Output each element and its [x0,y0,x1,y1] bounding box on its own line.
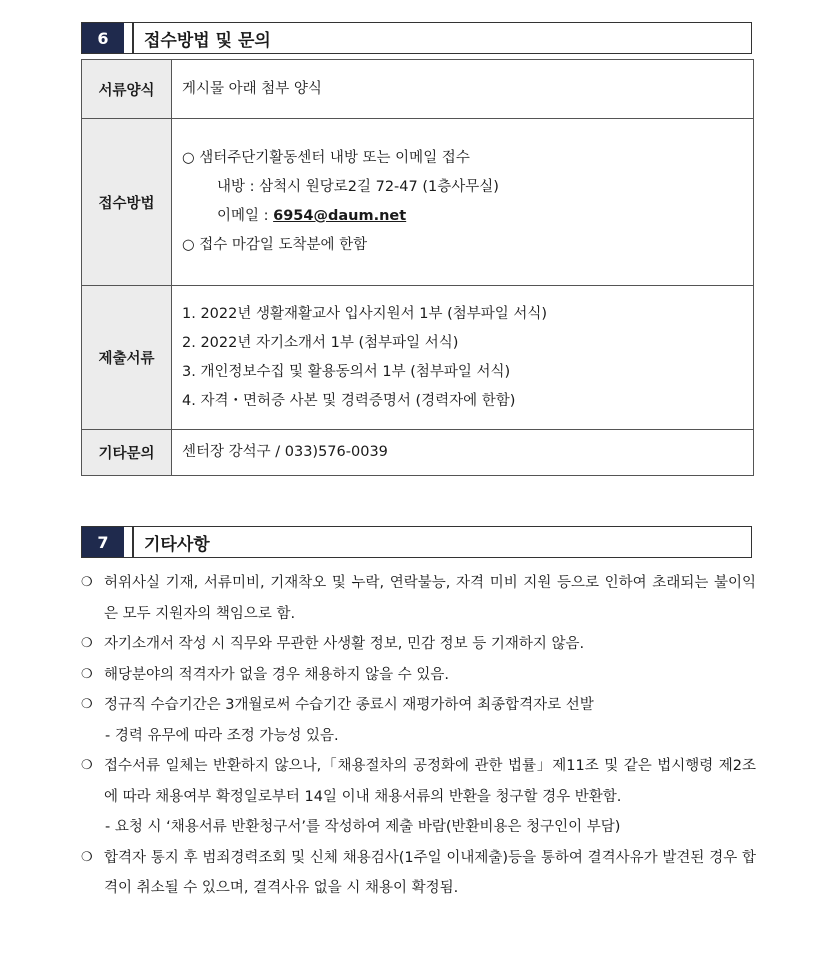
circle-bullet-icon: ❍ [81,849,93,865]
row-value: ○ 샘터주단기활동센터 내방 또는 이메일 접수 [182,150,470,166]
list-item: ❍ 합격자 통지 후 범죄경력조회 및 신체 채용검사(1주일 이내제출)등을 통하여 결격사유가 발견된 경우 합격이 취소될 수 있으며, 결격사유 없을 시 채용이 확정됨. [81,843,756,904]
row-value: 센터장 강석구 / 033)576-0039 [182,444,388,460]
list-item: ❍ 정규직 수습기간은 3개월로써 수습기간 종료시 재평가하여 최종합격자로 선발 [81,690,756,721]
circle-bullet-icon: ❍ [81,636,93,651]
table-row [82,119,754,286]
row-label: 서류양식 [82,60,172,119]
list-item: ❍ 자기소개서 작성 시 직무와 무관한 사생활 정보, 민감 정보 등 기재하지 않음. [81,629,756,660]
circle-bullet-icon: ❍ [81,575,93,590]
application-info-table [81,59,754,476]
section-number: 7 [82,527,124,557]
row-label: 기타문의 [82,430,172,476]
list-item: 2. 2022년 자기소개서 1부 (첨부파일 서식) [182,334,459,351]
list-item: ❍ 허위사실 기재, 서류미비, 기재착오 및 누락, 연락불능, 자격 미비 지원 등으로 인하여 초래되는 불이익은 모두 지원자의 책임으로 함. [81,568,756,629]
circle-bullet-icon: ❍ [81,758,93,773]
row-value: ○ 접수 마감일 도착분에 한함 [182,237,368,253]
row-value: 게시물 아래 첨부 양식 [182,80,322,97]
table-row [82,60,754,119]
email-label: 이메일 : [217,208,269,224]
list-item: 3. 개인정보수집 및 활용동의서 1부 (첨부파일 서식) [182,363,511,380]
sub-note: - 요청 시 ‘채용서류 반환청구서’를 작성하여 제출 바람(반환비용은 청구인이 부담) [105,819,621,835]
email-link[interactable]: 6954@daum.net [273,208,407,224]
circle-bullet-icon: ❍ [81,666,93,682]
notes-list [81,568,756,904]
list-item: ❍ 접수서류 일체는 반환하지 않으나,「채용절차의 공정화에 관한 법률」제11조 및 같은 법시행령 제2조에 따라 채용여부 확정일로부터 14일 이내 채용서류의 반환을 청구할 경우 반환함. [81,751,756,812]
section-6-header [81,22,752,54]
list-item: 1. 2022년 생활재활교사 입사지원서 1부 (첨부파일 서식) [182,305,548,322]
row-label: 접수방법 [82,119,172,286]
section-title: 접수방법 및 문의 [132,23,751,53]
section-title: 기타사항 [132,527,751,557]
table-row [82,430,754,476]
list-item: 4. 자격・면허증 사본 및 경력증명서 (경력자에 한함) [182,392,516,409]
list-item: ❍ 해당분야의 적격자가 없을 경우 채용하지 않을 수 있음. [81,660,756,691]
email-line [182,202,752,231]
section-7-header [81,526,752,558]
section-number: 6 [82,23,124,53]
table-row [82,286,754,430]
row-value: 내방 : 삼척시 원당로2길 72-47 (1층사무실) [217,179,499,195]
row-label: 제출서류 [82,286,172,430]
sub-note: - 경력 유무에 따라 조정 가능성 있음. [105,727,339,744]
circle-bullet-icon: ❍ [81,697,93,712]
